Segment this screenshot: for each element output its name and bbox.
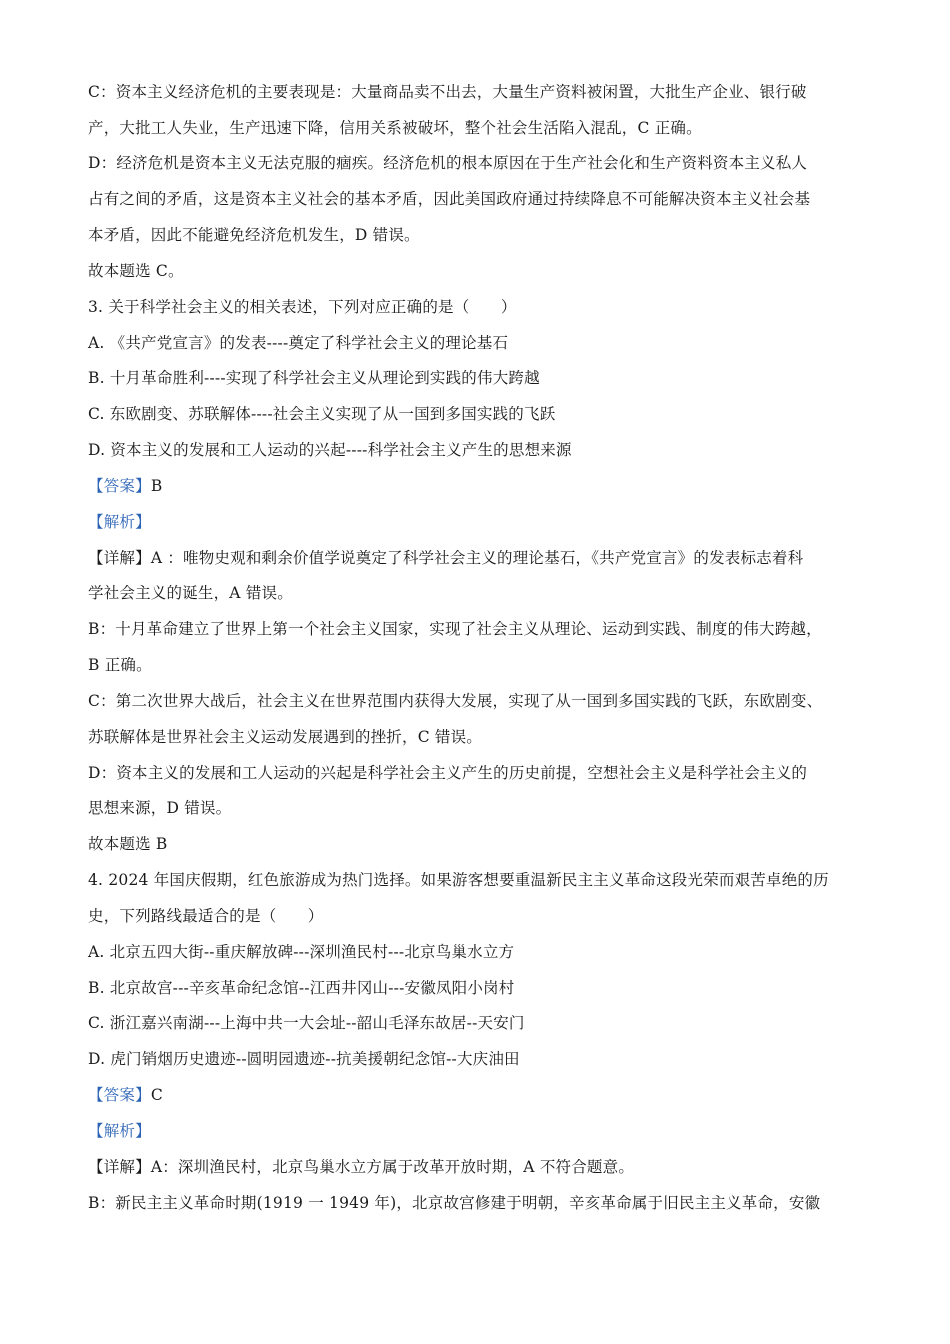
question-4-stem: 4. 2024 年国庆假期，红色旅游成为热门选择。如果游客想要重温新民主主义革命这段光荣而艰苦卓绝的历 — [88, 871, 829, 889]
text-line: B：新民主主义革命时期(1919 一 1949 年)，北京故宫修建于明朝，辛亥革命属于旧民主主义革命，安徽 — [88, 1194, 821, 1212]
analysis-tag: 【解析】 — [88, 1122, 151, 1140]
question-3-detail — [88, 548, 878, 568]
detail-text: A：深圳渔民村，北京鸟巢水立方属于改革开放时期，A 不符合题意。 — [150, 1158, 635, 1176]
text-line: 思想来源，D 错误。 — [88, 799, 232, 817]
answer-value: B — [150, 477, 163, 495]
text-line: C：第二次世界大战后，社会主义在世界范围内获得大发展，实现了从一国到多国实践的飞跃，东欧剧变、 — [88, 692, 823, 710]
text-line: D：资本主义的发展和工人运动的兴起是科学社会主义产生的历史前提，空想社会主义是科学社会主义的 — [88, 764, 808, 782]
analysis-tag: 【解析】 — [88, 513, 151, 531]
question-3-stem: 3. 关于科学社会主义的相关表述，下列对应正确的是（ ） — [88, 298, 517, 316]
question-3-option-a: A. 《共产党宣言》的发表----奠定了科学社会主义的理论基石 — [88, 334, 509, 352]
question-3-analysis-heading — [88, 512, 878, 532]
text-line: C：资本主义经济危机的主要表现是：大量商品卖不出去，大量生产资料被闲置，大批生产企业、银行破 — [88, 83, 807, 101]
answer-value: C — [150, 1086, 163, 1104]
question-3-option-c: C. 东欧剧变、苏联解体----社会主义实现了从一国到多国实践的飞跃 — [88, 405, 556, 423]
question-4-stem-cont: 史，下列路线最适合的是（ ） — [88, 907, 324, 925]
text-line: 学社会主义的诞生，A 错误。 — [88, 584, 293, 602]
detail-tag: 【详解】 — [88, 1158, 151, 1176]
text-line: 苏联解体是世界社会主义运动发展遇到的挫折，C 错误。 — [88, 728, 482, 746]
detail-tag: 【详解】 — [88, 549, 151, 567]
text-line: 产，大批工人失业，生产迅速下降，信用关系被破坏，整个社会生活陷入混乱，C 正确。 — [88, 119, 702, 137]
question-4-option-b: B. 北京故宫---辛亥革命纪念馆--江西井冈山---安徽凤阳小岗村 — [88, 979, 515, 997]
text-line: 故本题选 B — [88, 835, 168, 853]
answer-tag: 【答案】 — [88, 477, 151, 495]
answer-tag: 【答案】 — [88, 1086, 151, 1104]
question-3-answer — [88, 476, 878, 496]
question-4-analysis-heading — [88, 1121, 878, 1141]
text-line: B：十月革命建立了世界上第一个社会主义国家，实现了社会主义从理论、运动到实践、制度的伟大跨越， — [88, 620, 822, 638]
text-line: 本矛盾，因此不能避免经济危机发生，D 错误。 — [88, 226, 420, 244]
question-3-option-b: B. 十月革命胜利----实现了科学社会主义从理论到实践的伟大跨越 — [88, 369, 540, 387]
text-line: 占有之间的矛盾，这是资本主义社会的基本矛盾，因此美国政府通过持续降息不可能解决资本主义社会基 — [88, 190, 811, 208]
question-4-option-d: D. 虎门销烟历史遗迹--圆明园遗迹--抗美援朝纪念馆--大庆油田 — [88, 1050, 520, 1068]
text-line: B 正确。 — [88, 656, 152, 674]
text-line: 故本题选 C。 — [88, 262, 184, 280]
detail-text: A ：唯物史观和剩余价值学说奠定了科学社会主义的理论基石，《共产党宣言》的发表标志着科 — [150, 549, 804, 567]
text-line: D：经济危机是资本主义无法克服的痼疾。经济危机的根本原因在于生产社会化和生产资料资本主义私人 — [88, 154, 808, 172]
question-4-option-a: A. 北京五四大街--重庆解放碑---深圳渔民村---北京鸟巢水立方 — [88, 943, 515, 961]
question-4-answer — [88, 1085, 878, 1105]
question-3-option-d: D. 资本主义的发展和工人运动的兴起----科学社会主义产生的思想来源 — [88, 441, 572, 459]
question-4-option-c: C. 浙江嘉兴南湖---上海中共一大会址--韶山毛泽东故居--天安门 — [88, 1014, 525, 1032]
question-4-detail — [88, 1157, 878, 1177]
